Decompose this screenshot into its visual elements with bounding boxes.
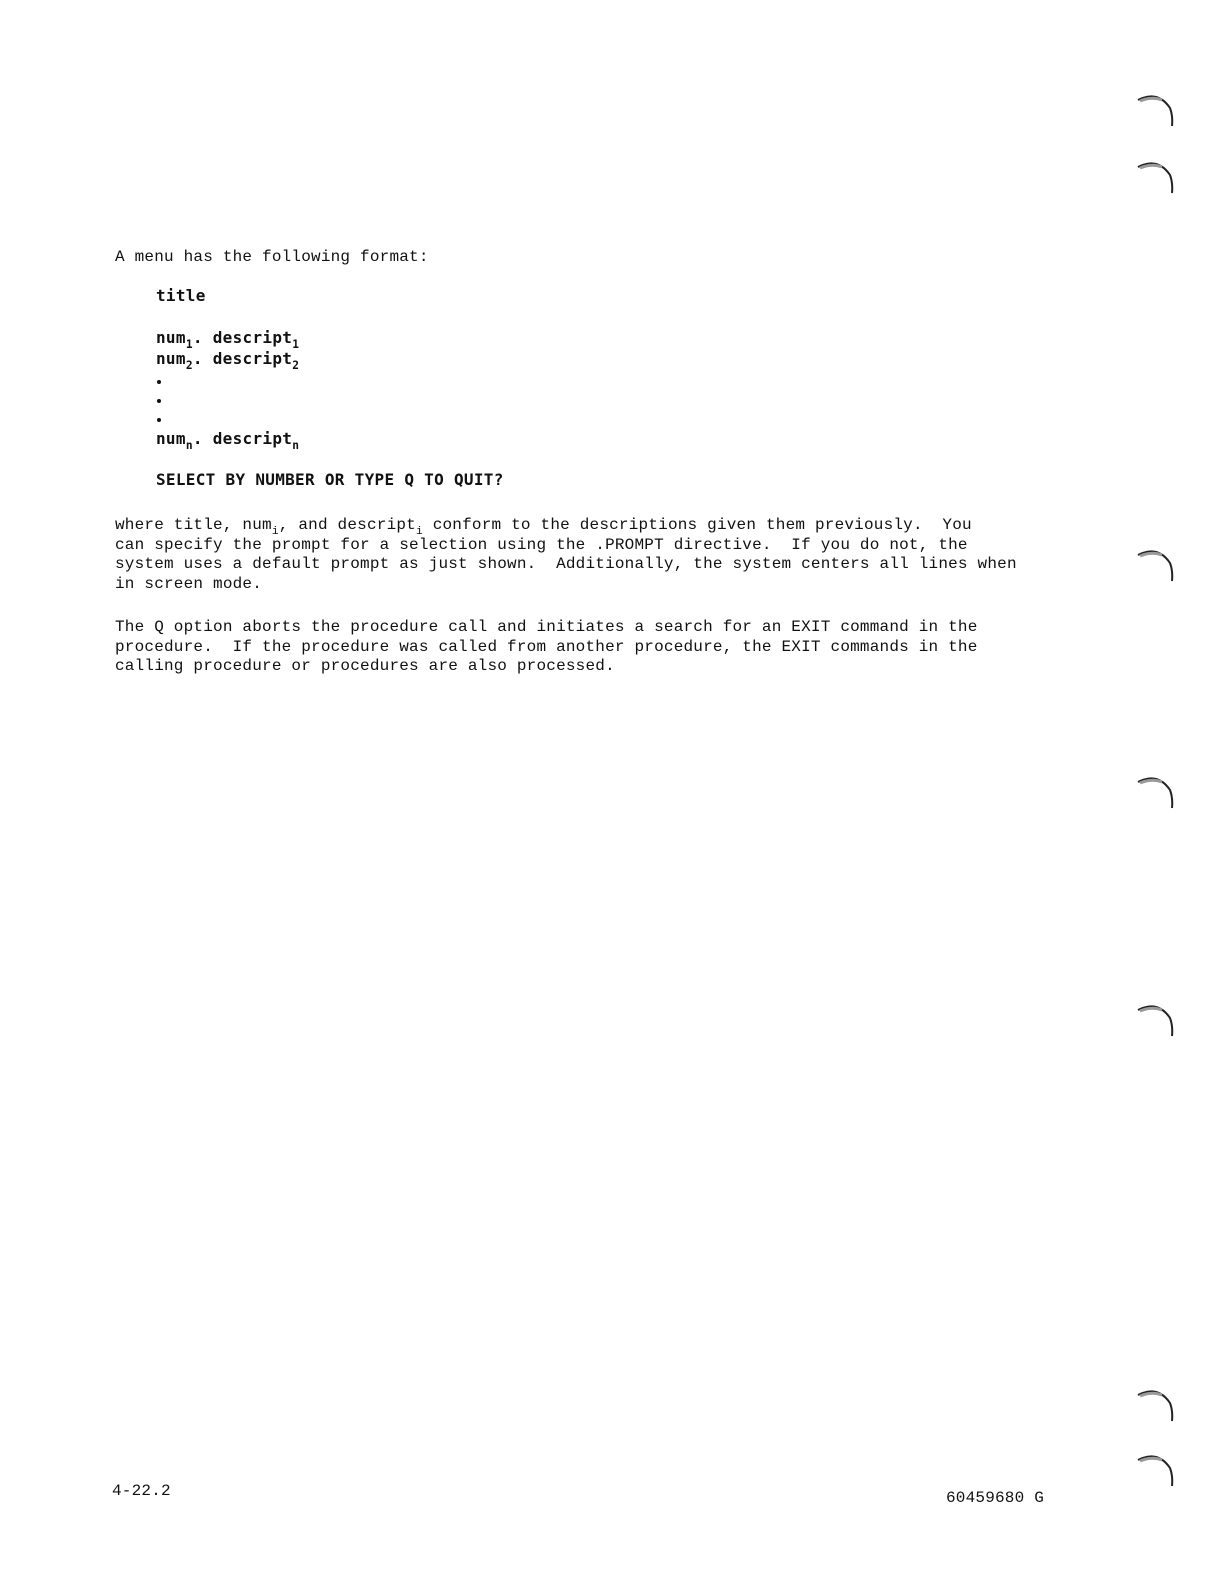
intro-text: A menu has the following format: [115,248,429,266]
menu-item-num: num [156,349,186,368]
menu-item-sep: . [192,429,213,448]
paragraph-line: in screen mode. [115,574,263,593]
menu-item-desc-sub: 2 [292,359,300,372]
menu-item-sep: . [192,328,213,347]
document-number: 60459680 G [946,1489,1045,1507]
menu-item-num: num [156,328,186,347]
paragraph-text: where title, num [115,516,272,534]
paragraph-line: The Q option aborts the procedure call and initiates a search for an EXIT command in the [115,618,978,636]
menu-item-num-sub: 1 [185,338,193,351]
paragraph-line: procedure. If the procedure was called from another procedure, the EXIT commands in the [115,637,978,656]
menu-item-desc: descript [212,349,293,368]
ellipsis-dot [157,399,161,403]
paragraph-1 [115,516,1075,594]
binder-hole-icon [1136,772,1176,812]
paragraph-line: system uses a default prompt as just shown. Additionally, the system centers all lines when [115,555,1017,573]
paragraph-line [115,516,1075,536]
binder-hole-icon [1136,545,1176,585]
paragraph-subscript: i [415,526,423,538]
menu-item-n [156,429,300,452]
binder-hole-icon [1136,157,1176,197]
ellipsis-dot [157,380,161,384]
menu-item-desc: descript [212,328,293,347]
paragraph-line: calling procedure or procedures are also processed. [115,657,615,675]
menu-title: title [156,286,206,305]
paragraph-2 [115,618,1075,677]
paragraph-text: , and descript [278,516,416,534]
binder-hole-icon [1136,90,1176,130]
binder-hole-icon [1136,1385,1176,1425]
menu-item-num-sub: 2 [185,359,193,372]
menu-item-2 [156,349,300,372]
menu-item-desc-sub: 1 [292,338,300,351]
binder-hole-icon [1136,1000,1176,1040]
ellipsis-dot [157,418,161,422]
menu-item-desc: descript [212,429,293,448]
page-number: 4-22.2 [112,1482,171,1500]
menu-item-desc-sub: n [292,439,300,452]
menu-item-num-sub: n [185,439,193,452]
paragraph-subscript: i [271,526,279,538]
paragraph-line: can specify the prompt for a selection using the .PROMPT directive. If you do not, the [115,535,968,554]
menu-prompt: SELECT BY NUMBER OR TYPE Q TO QUIT? [156,470,504,489]
binder-hole-icon [1136,1450,1176,1490]
menu-item-num: num [156,429,186,448]
paragraph-text: conform to the descriptions given them previously. You [422,516,972,534]
menu-item-sep: . [192,349,213,368]
menu-item-1 [156,328,300,351]
